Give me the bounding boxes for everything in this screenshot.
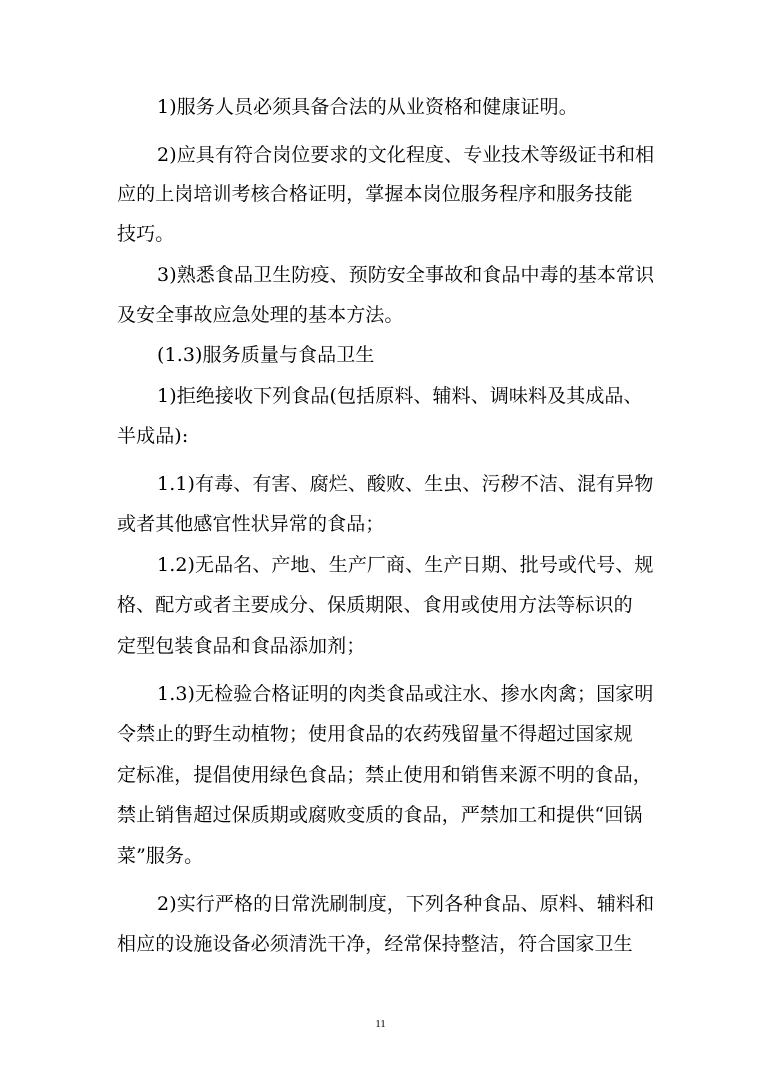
text-line: 禁止销售超过保质期或腐败变质的食品，严禁加工和提供“回锅 [117,804,643,826]
text-line: 菜”服务。 [117,845,204,867]
text-line: 3)熟悉食品卫生防疫、预防安全事故和食品中毒的基本常识 [157,264,655,286]
text-line: 定型包装食品和食品添加剂； [117,635,366,657]
text-line: 相应的设施设备必须清洗干净，经常保持整洁，符合国家卫生 [117,933,633,955]
text-line: 令禁止的野生动植物；使用食品的农药残留量不得超过国家规 [117,723,633,745]
text-line: 技巧。 [117,223,175,245]
text-line: 或者其他感官性状异常的食品； [117,513,385,535]
text-line: 1.2)无品名、产地、生产厂商、生产日期、批号或代号、规 [157,554,654,576]
text-line: 应的上岗培训考核合格证明，掌握本岗位服务程序和服务技能 [117,183,633,205]
text-line: 1)服务人员必须具备合法的从业资格和健康证明。 [157,96,578,118]
text-line: 1)拒绝接收下列食品(包括原料、辅料、调味料及其成品、 [157,385,643,407]
text-line: 2)应具有符合岗位要求的文化程度、专业技术等级证书和相 [157,144,655,166]
text-line: 定标准，提倡使用绿色食品；禁止使用和销售来源不明的食品， [117,764,652,786]
text-line: 1.3)无检验合格证明的肉类食品或注水、掺水肉禽；国家明 [157,683,654,705]
section-heading: (1.3)服务质量与食品卫生 [157,344,375,366]
text-line: 半成品): [117,425,189,447]
text-line: 格、配方或者主要成分、保质期限、食用或使用方法等标识的 [117,594,633,616]
text-line: 及安全事故应急处理的基本方法。 [117,304,404,326]
text-line: 1.1)有毒、有害、腐烂、酸败、生虫、污秽不洁、混有异物 [157,473,654,495]
page-number: 11 [375,1018,386,1030]
text-line: 2)实行严格的日常洗刷制度，下列各种食品、原料、辅料和 [157,893,655,915]
